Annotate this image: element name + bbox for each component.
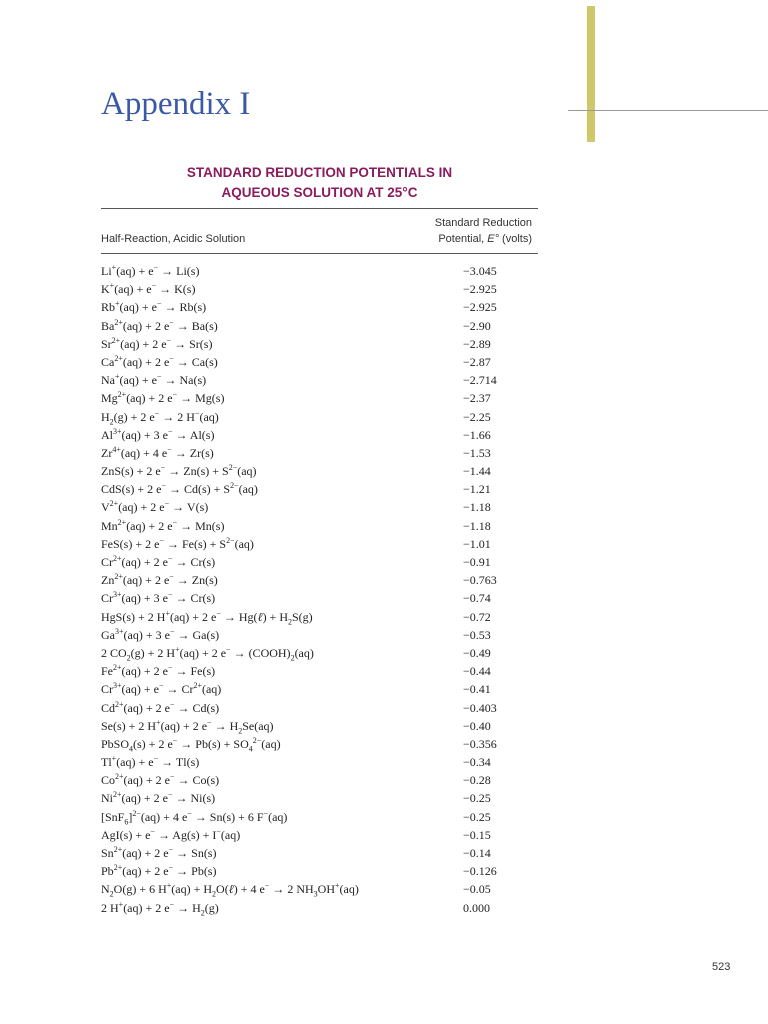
half-reaction: $[SnF_6]^{2-}(aq) + 4$ e− → Sn(s) + 6 F−(aq) (101, 808, 288, 827)
reduction-potential: −0.28 (463, 773, 491, 788)
reduction-potential: −0.15 (463, 827, 491, 842)
reduction-potential: −0.356 (463, 736, 497, 751)
table-row (101, 626, 538, 644)
table-row (101, 389, 538, 407)
page-title: Appendix I (101, 86, 251, 122)
reduction-potential: −0.72 (463, 609, 491, 624)
potential-unit: (volts) (499, 232, 532, 245)
table-row (101, 862, 538, 880)
reduction-potential: −2.89 (463, 336, 491, 351)
reduction-potential: −0.763 (463, 573, 497, 588)
half-reaction: FeS(s) + 2 $e^- \to Fe(s) + S^{2-}(aq)$ (101, 535, 254, 551)
half-reaction: $Mg^{2+}(aq) + 2$ e− → Mg(s) (101, 390, 225, 406)
half-reaction: $Cr^{3+}(aq) + e^- \to Cr^{2+}(aq)$ (101, 681, 222, 697)
half-reaction: $Zn^{2+}(aq) + 2$ e− → Zn(s) (101, 572, 218, 588)
reduction-potential: −0.91 (463, 555, 491, 569)
reduction-potentials-table (101, 262, 538, 917)
reduction-potential: −3.045 (463, 264, 497, 278)
reduction-potential: −0.126 (463, 864, 497, 879)
half-reaction: $Al^{3+}(aq) + 3$ e− → Al(s) (101, 426, 215, 442)
accent-bar (587, 6, 595, 142)
half-reaction: $Co^{2+}(aq) + 2$ e− → Co(s) (101, 772, 220, 788)
table-row (101, 771, 538, 789)
table-row (101, 517, 538, 535)
potential-label: Potential, (438, 232, 488, 245)
table-heading (101, 163, 538, 203)
half-reaction: ZnS(s) + 2 $e^- \to Zn(s) + S^{2-}(aq)$ (101, 463, 257, 479)
table-row (101, 662, 538, 680)
table-row (101, 880, 538, 898)
half-reaction: $Ca^{2+}(aq) + 2$ e− → Ca(s) (101, 353, 218, 369)
table-header-rule (101, 253, 538, 254)
table-row (101, 717, 538, 735)
column-header-potential (435, 216, 532, 247)
reduction-potential: −2.714 (463, 373, 497, 388)
reduction-potential: −0.53 (463, 627, 491, 642)
reduction-potential: −2.37 (463, 391, 491, 406)
table-top-rule (101, 208, 538, 209)
potential-symbol: E° (487, 232, 499, 245)
table-row (101, 280, 538, 298)
half-reaction: Se(s) + 2 H+(aq) + 2 $e^- \to H_2Se(aq)$ (101, 717, 274, 736)
table-row (101, 335, 538, 353)
reduction-potential: −0.25 (463, 791, 491, 806)
page-number: 523 (712, 961, 731, 973)
half-reaction: $Fe^{2+}(aq) + 2$ e− → Fe(s) (101, 663, 216, 679)
half-reaction: $Cd^{2+}(aq) + 2$ e− → Cd(s) (101, 699, 220, 715)
half-reaction: $Pb^{2+}(aq) + 2$ e− → Pb(s) (101, 863, 217, 879)
half-reaction: 2 $CO_2(g) + 2$ H+(aq) + 2 $e^- \to (COOH)_2(aq)$ (101, 644, 314, 663)
table-row (101, 553, 538, 571)
half-reaction: $Ba^{2+}(aq) + 2$ e− → Ba(s) (101, 317, 218, 333)
half-reaction: $Sr^{2+}(aq) + 2$ e− → Sr(s) (101, 335, 213, 351)
table-row (101, 353, 538, 371)
half-reaction: $Cr^{2+}(aq) + 2$ e− → Cr(s) (101, 554, 216, 569)
half-reaction: $Sn^{2+}(aq) + 2$ e− → Sn(s) (101, 845, 217, 860)
reduction-potential: −2.90 (463, 318, 491, 333)
reduction-potential: −0.44 (463, 664, 491, 679)
reduction-potential: −0.40 (463, 718, 491, 733)
table-row (101, 680, 538, 698)
reduction-potential: −0.14 (463, 846, 491, 860)
table-row (101, 826, 538, 844)
half-reaction: $Mn^{2+}(aq) + 2$ e− → Mn(s) (101, 517, 225, 533)
reduction-potential: −0.49 (463, 645, 491, 660)
reduction-potential: −2.87 (463, 354, 491, 369)
column-header-potential-line-1: Standard Reduction (434, 217, 532, 229)
table-row (101, 753, 538, 771)
table-row (101, 608, 538, 626)
half-reaction: 2 H+(aq) + 2 $e^- \to H_2(g)$ (101, 899, 219, 917)
table-row (101, 462, 538, 480)
table-heading-line-1: STANDARD REDUCTION POTENTIALS IN (186, 165, 453, 180)
reduction-potential: −0.05 (463, 882, 491, 897)
table-row (101, 408, 538, 426)
column-header-half-reaction: Half-Reaction, Acidic Solution (101, 233, 246, 245)
table-row (101, 808, 538, 826)
half-reaction: PbSO$_4$(s) + 2 $e^- \to Pb(s) + SO_4^{2-}(aq)$ (101, 735, 281, 754)
table-row (101, 535, 538, 553)
table-row (101, 262, 538, 280)
table-row (101, 317, 538, 335)
reduction-potential: −1.21 (463, 482, 491, 497)
half-reaction: Li+(aq) + e− → Li(s) (101, 263, 200, 278)
half-reaction: $Zr^{4+}(aq) + 4$ e− → Zr(s) (101, 444, 214, 460)
half-reaction: $Ni^{2+}(aq) + 2$ e− → Ni(s) (101, 790, 216, 806)
half-reaction: CdS(s) + 2 $e^- \to Cd(s) + S^{2-}(aq)$ (101, 481, 258, 497)
reduction-potential: −1.66 (463, 427, 491, 442)
reduction-potential: −0.25 (463, 809, 491, 824)
reduction-potential: 0.000 (463, 900, 490, 915)
reduction-potential: −1.18 (463, 500, 491, 515)
table-row (101, 444, 538, 462)
reduction-potential: −2.925 (463, 300, 497, 315)
table-row (101, 498, 538, 516)
reduction-potential: −1.01 (463, 536, 491, 551)
table-row (101, 789, 538, 807)
header-rule (568, 110, 768, 111)
half-reaction: $N_2O(g) + 6$ $H^+(aq) + H_2O(\ell) + 4$ e− → 2 $NH_3OH^+(aq)$ (101, 881, 359, 899)
half-reaction: Tl+(aq) + e− → Tl(s) (101, 754, 200, 770)
half-reaction: $Ga^{3+}(aq) + 3$ e− → Ga(s) (101, 626, 220, 642)
column-header-potential-line-2 (435, 232, 532, 248)
reduction-potential: −1.18 (463, 518, 491, 533)
table-heading-line-2: AQUEOUS SOLUTION AT 25°C (221, 185, 418, 200)
reduction-potential: −1.53 (463, 445, 491, 460)
reduction-potential: −2.25 (463, 409, 491, 424)
reduction-potential: −0.34 (463, 755, 491, 770)
table-row (101, 844, 538, 862)
reduction-potential: −0.403 (463, 700, 497, 715)
table-row (101, 735, 538, 753)
half-reaction: $H_2(g) + 2$ e− → 2 H−(aq) (101, 408, 219, 426)
half-reaction: K+(aq) + e− → K(s) (101, 281, 196, 297)
half-reaction: $V^{2+}(aq) + 2$ e− → V(s) (101, 499, 209, 515)
half-reaction: Rb+(aq) + e− → Rb(s) (101, 299, 207, 315)
table-row (101, 298, 538, 316)
table-row (101, 899, 538, 917)
reduction-potential: −2.925 (463, 282, 497, 297)
reduction-potential: −0.74 (463, 591, 491, 606)
table-row (101, 589, 538, 607)
reduction-potential: −1.44 (463, 464, 491, 479)
table-row (101, 480, 538, 498)
half-reaction: AgI(s) + e− → Ag(s) + I−(aq) (101, 826, 241, 842)
half-reaction: HgS(s) + 2 H+(aq) + 2 e− → Hg(ℓ) + $H_2S(g)$ (101, 608, 313, 626)
table-row (101, 426, 538, 444)
table-row (101, 371, 538, 389)
table-row (101, 699, 538, 717)
half-reaction: $Cr^{3+}(aq) + 3$ e− → Cr(s) (101, 590, 216, 606)
half-reaction: Na+(aq) + e− → Na(s) (101, 372, 207, 388)
table-row (101, 644, 538, 662)
reduction-potential: −0.41 (463, 682, 491, 697)
table-row (101, 571, 538, 589)
